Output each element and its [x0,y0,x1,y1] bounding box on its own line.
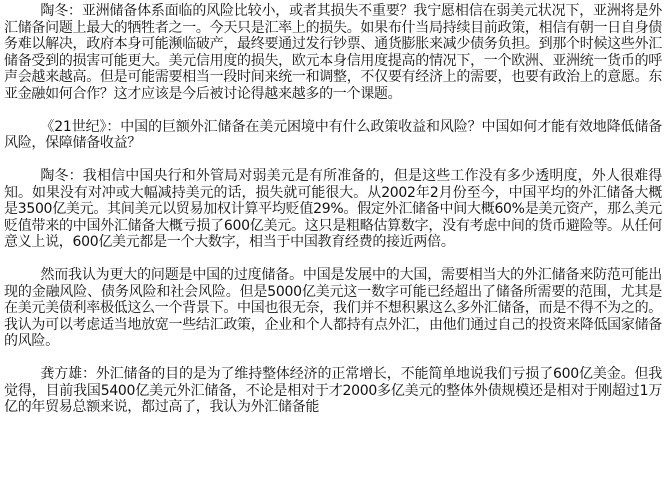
paragraph-gong-fangxiong: 龚方雄：外汇储备的目的是为了维持整体经济的正常增长，不能简单地说我们亏损了600亿美金。但我觉得，目前我国5400亿美元外汇储备，不论是相对于才2000多亿美元的整体外债规模还是相对于刚超过1万亿的年贸易总额来说，都过高了，我认为外汇储备能 [4,366,662,415]
paragraph-tao-dong-asia-risk: 陶冬：亚洲储备体系面临的风险比较小，或者其损失不重要？我宁愿相信在弱美元状况下，亚洲将是外汇储备问题上最大的牺牲者之一。今天只是汇率上的损失。如果布什当局持续目前政策，相信有朝一日自身债务难以解决，政府本身可能濒临破产，最终要通过发行钞票、通货膨胀来减少债务负担。到那个时候这些外汇储备受到的损害可能更大。美元信用度的损失，欧元本身信用度提高的情况下，一个欧洲、亚洲统一货币的呼声会越来越高。但是可能需要相当一段时间来统一和调整，不仅要有经济上的需要，也要有政治上的意愿。东亚金融如何合作？这才应该是今后被讨论得越来越多的一个课题。 [4,3,662,102]
paragraph-spacer [4,102,662,119]
paragraph-21st-century-question: 《21世纪》：中国的巨额外汇储备在美元困境中有什么政策收益和风险？中国如何才能有效地降低储备风险，保障储备收益？ [4,118,662,151]
paragraph-tao-dong-china-loss: 陶冬：我相信中国央行和外管局对弱美元是有所准备的，但是这些工作没有多少透明度，外人很难得知。如果没有对冲或大幅减持美元的话，损失就可能很大。从2002年2月份至今，中国平均的外汇储备大概是3500亿美元。其间美元以贸易加权计算平均贬值29%。假定外汇储备中间大概60%是美元资产，那么美元贬值带来的中国外汇储备大概亏损了600亿美元。这只是粗略估算数字，没有考虑中间的货币避险等。从任何意义上说，600亿美元都是一个大数字，相当于中国教育经费的接近两倍。 [4,168,662,250]
paragraph-spacer [4,251,662,268]
paragraph-spacer [4,152,662,169]
paragraph-spacer [4,350,662,367]
paragraph-excess-reserves: 然而我认为更大的问题是中国的过度储备。中国是发展中的大国，需要相当大的外汇储备来防范可能出现的金融风险、债务风险和社会风险。但是5000亿美元这一数字可能已经超出了储备所需要的范围，尤其是在美元美债利率极低这么一个背景下。中国也很无奈，我们并不想积累这么多外汇储备，而是不得不为之的。我认为可以考虑适当地放宽一些结汇政策，企业和个人都持有点外汇，由他们通过自己的投资来降低国家储备的风险。 [4,267,662,349]
